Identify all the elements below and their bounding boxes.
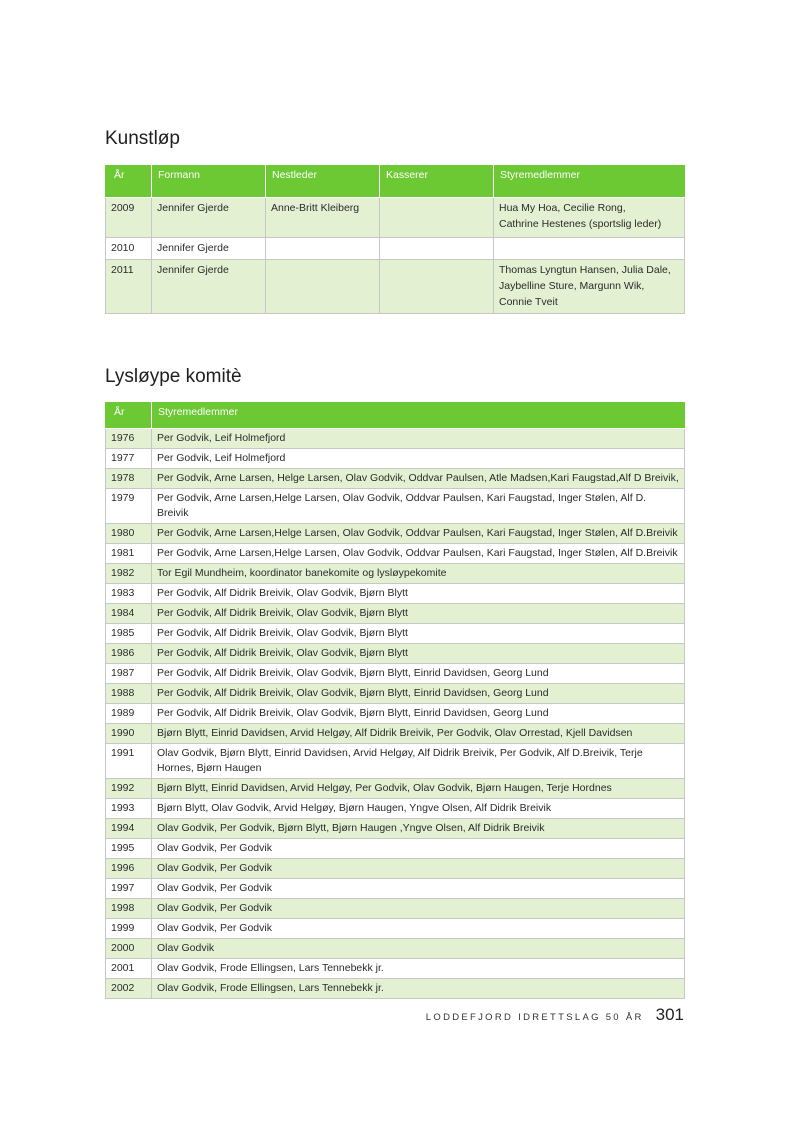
year-cell: 2009 (106, 198, 152, 238)
year-cell: 1999 (106, 919, 152, 939)
styremedlemmer-cell: Per Godvik, Alf Didrik Breivik, Olav Godvik, Bjørn Blytt, Einrid Davidsen, Georg Lund (152, 664, 685, 684)
styremedlemmer-cell: Per Godvik, Arne Larsen,Helge Larsen, Olav Godvik, Oddvar Paulsen, Kari Faugstad, Inger Stølen, Alf D.Breivik (152, 524, 685, 544)
table-header-row (106, 402, 685, 429)
table-row (106, 744, 685, 779)
styremedlemmer-cell: Olav Godvik, Per Godvik (152, 919, 685, 939)
table-row (106, 544, 685, 564)
styremedlemmer-cell: Olav Godvik, Per Godvik (152, 859, 685, 879)
year-cell: 1998 (106, 899, 152, 919)
table-row (106, 839, 685, 859)
styremedlemmer-cell: Per Godvik, Alf Didrik Breivik, Olav Godvik, Bjørn Blytt (152, 604, 685, 624)
table-row (106, 959, 685, 979)
styremedlemmer-line: Connie Tveit (499, 296, 558, 308)
year-cell: 1980 (106, 524, 152, 544)
year-cell: 1985 (106, 624, 152, 644)
styremedlemmer-line: Cathrine Hestenes (sportslig leder) (499, 218, 662, 230)
year-cell: 1979 (106, 489, 152, 524)
styremedlemmer-cell: Per Godvik, Alf Didrik Breivik, Olav Godvik, Bjørn Blytt, Einrid Davidsen, Georg Lund (152, 704, 685, 724)
table-row (106, 819, 685, 839)
section-title-kunstlop: Kunstløp (105, 128, 180, 149)
styremedlemmer-cell: Bjørn Blytt, Einrid Davidsen, Arvid Helgøy, Alf Didrik Breivik, Per Godvik, Olav Orrestad, Kjell Davidsen (152, 724, 685, 744)
year-cell: 1983 (106, 584, 152, 604)
section-title-lysloype: Lysløype komitè (105, 366, 242, 387)
year-cell: 1991 (106, 744, 152, 779)
styremedlemmer-cell: Olav Godvik, Frode Ellingsen, Lars Tennebekk jr. (152, 959, 685, 979)
styremedlemmer-cell: Per Godvik, Leif Holmefjord (152, 429, 685, 449)
styremedlemmer-cell: Olav Godvik, Per Godvik (152, 899, 685, 919)
year-cell: 1994 (106, 819, 152, 839)
column-header-year: År (106, 402, 152, 429)
table-row (106, 919, 685, 939)
kasserer-cell (380, 260, 494, 314)
table-row (106, 664, 685, 684)
page-number: 301 (655, 1005, 684, 1024)
styremedlemmer-cell: Bjørn Blytt, Einrid Davidsen, Arvid Helgøy, Per Godvik, Olav Godvik, Bjørn Haugen, Terje Hordnes (152, 779, 685, 799)
styremedlemmer-cell: Olav Godvik, Per Godvik, Bjørn Blytt, Bjørn Haugen ,Yngve Olsen, Alf Didrik Breivik (152, 819, 685, 839)
year-cell: 1995 (106, 839, 152, 859)
table-row (106, 604, 685, 624)
lysloype-table (105, 402, 685, 999)
styremedlemmer-line: Jaybelline Sture, Margunn Wik, (499, 280, 645, 292)
kunstlop-table (105, 165, 685, 314)
styremedlemmer-cell: Per Godvik, Alf Didrik Breivik, Olav Godvik, Bjørn Blytt (152, 584, 685, 604)
nestleder-cell (266, 260, 380, 314)
styremedlemmer-cell: Per Godvik, Leif Holmefjord (152, 449, 685, 469)
year-cell: 1993 (106, 799, 152, 819)
table-row (106, 684, 685, 704)
column-header-year: År (106, 165, 152, 198)
styremedlemmer-cell: Per Godvik, Arne Larsen, Helge Larsen, Olav Godvik, Oddvar Paulsen, Atle Madsen,Kari Faugstad,Alf D Breivik, (152, 469, 685, 489)
table-row (106, 469, 685, 489)
table-row (106, 198, 685, 238)
table-row (106, 624, 685, 644)
table-row (106, 489, 685, 524)
column-header-styremedlemmer: Styremedlemmer (494, 165, 685, 198)
formann-cell: Jennifer Gjerde (152, 198, 266, 238)
styremedlemmer-cell: Per Godvik, Alf Didrik Breivik, Olav Godvik, Bjørn Blytt, Einrid Davidsen, Georg Lund (152, 684, 685, 704)
year-cell: 2010 (106, 238, 152, 260)
styremedlemmer-cell: Olav Godvik, Bjørn Blytt, Einrid Davidsen, Arvid Helgøy, Alf Didrik Breivik, Per Godvik, Alf D.Breivik, Terje Hornes, Bjørn Haugen (152, 744, 685, 779)
page-footer (426, 1005, 684, 1025)
table-row (106, 429, 685, 449)
nestleder-cell (266, 238, 380, 260)
kasserer-cell (380, 198, 494, 238)
year-cell: 1986 (106, 644, 152, 664)
column-header-nestleder: Nestleder (266, 165, 380, 198)
table-row (106, 449, 685, 469)
styremedlemmer-cell: Olav Godvik (152, 939, 685, 959)
year-cell: 1982 (106, 564, 152, 584)
year-cell: 1988 (106, 684, 152, 704)
table-row (106, 644, 685, 664)
table-header-row (106, 165, 685, 198)
column-header-kasserer: Kasserer (380, 165, 494, 198)
year-cell: 1977 (106, 449, 152, 469)
formann-cell: Jennifer Gjerde (152, 238, 266, 260)
year-cell: 2000 (106, 939, 152, 959)
styremedlemmer-cell: Olav Godvik, Per Godvik (152, 839, 685, 859)
year-cell: 2002 (106, 979, 152, 999)
year-cell: 1976 (106, 429, 152, 449)
column-header-styremedlemmer: Styremedlemmer (152, 402, 685, 429)
table-row (106, 979, 685, 999)
table-row (106, 879, 685, 899)
styremedlemmer-cell (494, 198, 685, 238)
table-row (106, 584, 685, 604)
styremedlemmer-cell: Tor Egil Mundheim, koordinator banekomite og lysløypekomite (152, 564, 685, 584)
year-cell: 2011 (106, 260, 152, 314)
styremedlemmer-cell: Bjørn Blytt, Olav Godvik, Arvid Helgøy, Bjørn Haugen, Yngve Olsen, Alf Didrik Breivik (152, 799, 685, 819)
year-cell: 1996 (106, 859, 152, 879)
year-cell: 1992 (106, 779, 152, 799)
year-cell: 1987 (106, 664, 152, 684)
styremedlemmer-line: Thomas Lyngtun Hansen, Julia Dale, (499, 264, 671, 276)
table-row (106, 724, 685, 744)
styremedlemmer-line: Hua My Hoa, Cecilie Rong, (499, 202, 626, 214)
footer-publication-title: LODDEFJORD IDRETTSLAG 50 ÅR (425, 1012, 644, 1023)
year-cell: 1990 (106, 724, 152, 744)
table-row (106, 260, 685, 314)
table-row (106, 564, 685, 584)
formann-cell: Jennifer Gjerde (152, 260, 266, 314)
column-header-formann: Formann (152, 165, 266, 198)
table-row (106, 779, 685, 799)
kasserer-cell (380, 238, 494, 260)
styremedlemmer-cell: Per Godvik, Arne Larsen,Helge Larsen, Olav Godvik, Oddvar Paulsen, Kari Faugstad, Inger Stølen, Alf D.Breivik (152, 544, 685, 564)
year-cell: 2001 (106, 959, 152, 979)
styremedlemmer-cell (494, 260, 685, 314)
year-cell: 1984 (106, 604, 152, 624)
table-row (106, 939, 685, 959)
styremedlemmer-cell: Olav Godvik, Frode Ellingsen, Lars Tennebekk jr. (152, 979, 685, 999)
styremedlemmer-cell: Per Godvik, Alf Didrik Breivik, Olav Godvik, Bjørn Blytt (152, 644, 685, 664)
nestleder-cell: Anne-Britt Kleiberg (266, 198, 380, 238)
table-row (106, 238, 685, 260)
year-cell: 1978 (106, 469, 152, 489)
year-cell: 1997 (106, 879, 152, 899)
year-cell: 1989 (106, 704, 152, 724)
table-row (106, 704, 685, 724)
styremedlemmer-cell (494, 238, 685, 260)
table-row (106, 899, 685, 919)
year-cell: 1981 (106, 544, 152, 564)
table-row (106, 524, 685, 544)
table-row (106, 859, 685, 879)
styremedlemmer-cell: Olav Godvik, Per Godvik (152, 879, 685, 899)
styremedlemmer-cell: Per Godvik, Arne Larsen,Helge Larsen, Olav Godvik, Oddvar Paulsen, Kari Faugstad, Inger Stølen, Alf D. Breivik (152, 489, 685, 524)
table-row (106, 799, 685, 819)
styremedlemmer-cell: Per Godvik, Alf Didrik Breivik, Olav Godvik, Bjørn Blytt (152, 624, 685, 644)
